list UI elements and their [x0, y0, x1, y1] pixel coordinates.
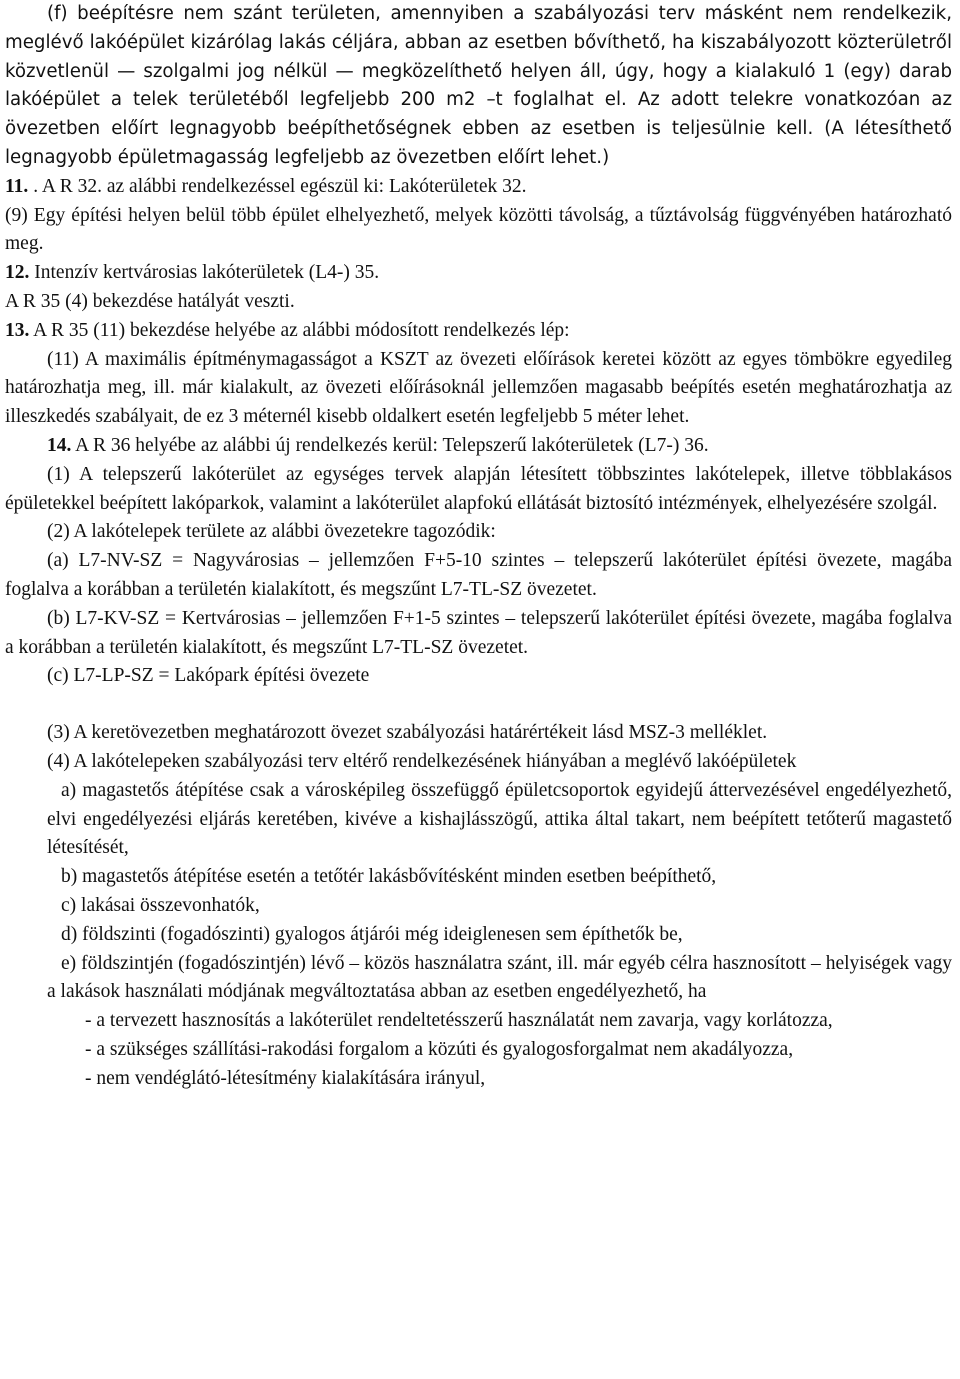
section-14-heading	[5, 432, 952, 461]
section-number: 14.	[47, 434, 72, 456]
paragraph-4: (4) A lakótelepeken szabályozási terv eltérő rendelkezésének hiányában a meglévő lakóépületek	[47, 750, 797, 772]
dash-item-1: - a tervezett hasznosítás a lakóterület rendeltetésszerű használatát nem zavarja, vagy korlátozza,	[85, 1010, 833, 1032]
section-12-text: Intenzív kertvárosias lakóterületek (L4-) 35.	[29, 262, 380, 284]
paragraph-2b: (b) L7-KV-SZ = Kertvárosias – jellemzően F+1-5 szintes – telepszerű lakóterület építési övezete, magába foglalva a korábban a területén kialakított, és megszűnt L7-TL-SZ övezetet.	[5, 607, 952, 658]
list-item-4b: b) magastetős átépítése esetén a tetőtér lakásbővítésként minden esetben beépíthető,	[61, 866, 717, 888]
section-11-text: . A R 32. az alábbi rendelkezéssel egészül ki: Lakóterületek 32.	[28, 175, 527, 197]
section-13-text: A R 35 (11) bekezdése helyébe az alábbi módosított rendelkezés lép:	[29, 319, 570, 341]
paragraph-2c: (c) L7-LP-SZ = Lakópark építési övezete	[47, 665, 370, 687]
paragraph-f: (f) beépítésre nem szánt területen, amennyiben a szabályozási terv másként nem rendelkezik, meglévő lakóépület kizárólag lakás céljára, abban az esetben bővíthető, ha kiszabályozott közterületről közvetlenül — szolgalmi jog nélkül — megközelíthető helyen áll, úgy, hogy a kialakuló 1 (egy) darab lakóépület a telek területéből legfeljebb 200 m2 –t foglalhat el. Az adott telekre vonatkozóan az övezetben előírt legnagyobb beépíthetőségnek ebben az esetben is teljesülnie kell. (A létesíthető legnagyobb épületmagasság legfeljebb az övezetben előírt lehet.)	[5, 3, 952, 168]
list-item-4e: e) földszintjén (fogadószintjén) lévő – közös használatra szánt, ill. már egyéb célra hasznosított – helyiségek vagy a lakások használati módjának megváltoztatása abban az esetben engedélyezhető, ha	[47, 952, 952, 1003]
paragraph-9: (9) Egy építési helyen belül több épület elhelyezhető, melyek közötti távolság, a tűztávolság függvényében határozható meg.	[5, 204, 952, 255]
section-14-text: A R 36 helyébe az alábbi új rendelkezés kerül: Telepszerű lakóterületek (L7-) 36.	[71, 434, 709, 456]
paragraph-3: (3) A keretövezetben meghatározott övezet szabályozási határértékeit lásd MSZ-3 melléklet.	[47, 722, 768, 744]
dash-list	[71, 1007, 952, 1093]
list-4	[47, 777, 952, 1007]
section-13-heading	[5, 317, 952, 346]
paragraph-1: (1) A telepszerű lakóterület az egységes tervek alapján létesített többszintes lakótelepek, illetve többlakásos épületekkel beépített lakóparkok, valamint a lakóterület alapfokú ellátását biztosító intézmények, elhelyezésére szolgál.	[5, 463, 952, 514]
paragraph-2a: (a) L7-NV-SZ = Nagyvárosias – jellemzően F+5-10 szintes – telepszerű lakóterület építési övezete, magába foglalva a korábban a területén kialakított, és megszűnt L7-TL-SZ övezetet.	[5, 550, 952, 600]
section-11-heading	[5, 173, 952, 202]
blank-line	[5, 691, 952, 719]
section-12-heading	[5, 259, 952, 288]
section-12-sub: A R 35 (4) bekezdése hatályát veszti.	[5, 290, 295, 312]
list-item-4c: c) lakásai összevonhatók,	[61, 894, 260, 916]
paragraph-11: (11) A maximális építménymagasságot a KSZT az övezeti előírások keretei között az egyes tömbökre egyedileg határozhatja meg, ill. már kialakult, az övezeti előírásoknál jellemzően magasabb beépítés esetén meghatározhatja az illeszkedés szabályait, de ez 3 méternél kisebb oldalkert esetén legfeljebb 5 méter lehet.	[5, 348, 952, 428]
section-number: 12.	[5, 262, 30, 284]
section-number: 13.	[5, 319, 30, 341]
dash-item-3: - nem vendéglátó-létesítmény kialakítására irányul,	[85, 1067, 486, 1089]
paragraph-2: (2) A lakótelepek területe az alábbi övezetekre tagozódik:	[47, 521, 496, 543]
section-number: 11.	[5, 175, 29, 197]
list-item-4a: a) magastetős átépítése csak a városképileg összefüggő épületcsoportok egyidejű áttervezésével engedélyezhető, elvi engedélyezési eljárás keretében, kivéve a kishajlásszögű, attika által takart, nem beépített tetőterű magastető létesítését,	[47, 779, 952, 859]
dash-item-2: - a szükséges szállítási-rakodási forgalom a közúti és gyalogosforgalmat nem akadályozza,	[85, 1038, 794, 1060]
list-item-4d: d) földszinti (fogadószinti) gyalogos átjárói még ideiglenesen sem építhetők be,	[61, 923, 683, 945]
